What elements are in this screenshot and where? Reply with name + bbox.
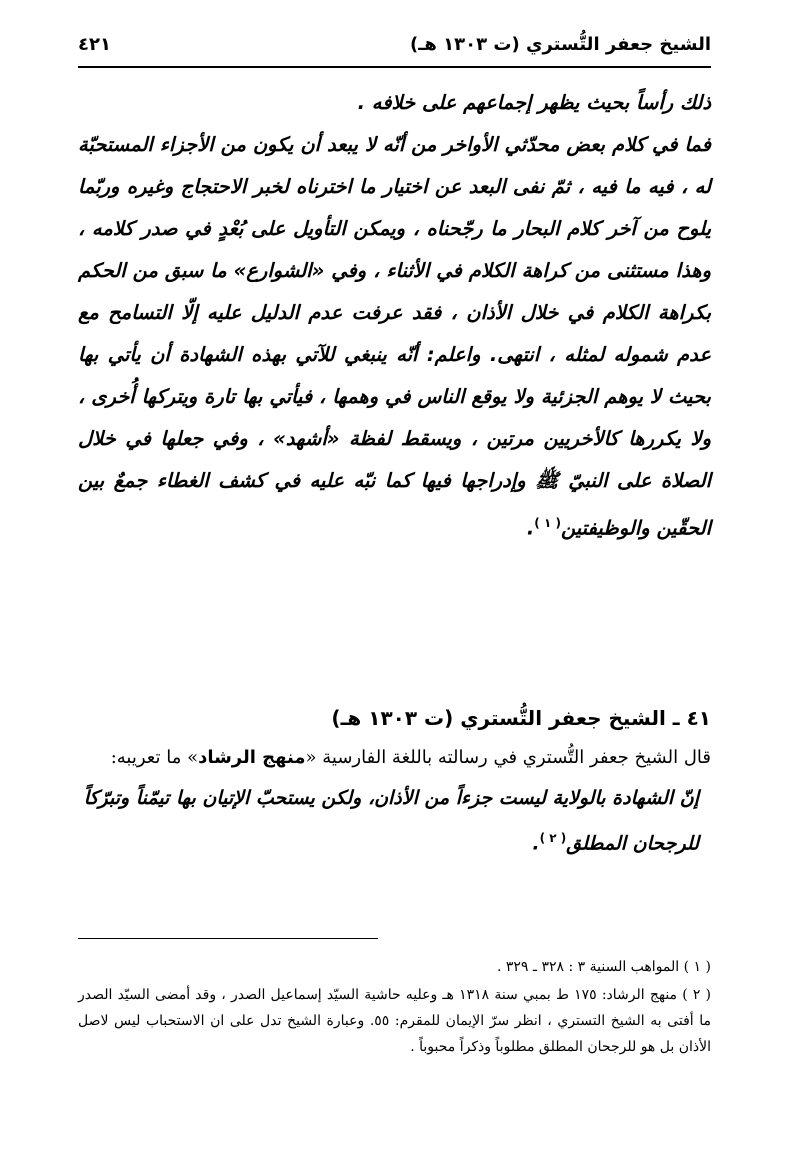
footnote-divider <box>78 938 378 939</box>
footnote-ref-1: ( ١ ) <box>534 516 561 530</box>
quote-body: إنّ الشهادة بالولاية ليست جزءاً من الأذان، ولكن يستحبّ الإتيان بها تيمّناً وتبرّكاً للرجحان المطلق <box>83 787 699 855</box>
quoted-text <box>78 778 711 863</box>
section-intro <box>78 738 711 778</box>
intro-text-after: » ما تعريبه: <box>110 747 199 768</box>
paragraph <box>78 124 711 550</box>
section-tustari <box>78 698 711 863</box>
footnote-ref-2: ( ٢ ) <box>539 831 567 845</box>
quote-end: . <box>532 832 540 855</box>
book-page <box>78 30 711 1140</box>
footnote-1: ( ١ ) المواهب السنية ٣ : ٣٢٨ ـ ٣٢٩ . <box>496 959 711 975</box>
main-text <box>78 82 711 550</box>
paragraph-continuation: ذلك رأساً بحيث يظهر إجماعهم على خلافه . <box>357 91 711 114</box>
paragraph-text: فما في كلام بعض محدّثي الأواخر من أنّه لا يبعد أن يكون من الأجزاء المستحبّة له ، فيه ما فيه ، ثمّ نفى البعد عن اختيار ما اخترناه لخبر الاحتجاج وغيره وربّما يلوح من آخر كلام البحار ما رجّحناه ، ويمكن التأويل على بُعْدٍ في صدر كلامه ، وهذا مستثنى من كراهة الكلام في الأثناء ، وفي «الشوارع» ما سبق من الحكم بكراهة الكلام في خلال الأذان ، فقد عرفت عدم الدليل عليه إلّا التسامح مع عدم شموله لمثله ، انتهى. واعلم: أنّه ينبغي للآتي بهذه الشهادة أن يأتي بها بحيث لا يوهم الجزئية ولا يوقع الناس في وهمها ، فيأتي بها تارة ويتركها أُخرى ، ولا يكررها كالأخريين مرتين ، ويسقط لفظة «أشهد» ، وفي جعلها في خلال الصلاة على النبيّ ﷺ وإدراجها فيها كما نبّه عليه في كشف الغطاء جمعٌ بين الحقّين والوظيفتين <box>78 133 711 540</box>
footnote-2: ( ٢ ) منهج الرشاد: ١٧٥ ط بمبي سنة ١٣١٨ هـ وعليه حاشية السيّد إسماعيل الصدر ، وقد أمضى السيّد الصدر ما أفتى به الشيخ التستري ، انظر سرّ الإيمان للمقرم: ٥٥. وعبارة الشيخ تدل على ان الاستحباب ليس لاصل الأذان بل هو للرجحان المطلق مطلوباً وذكراً محبوباً . <box>78 987 712 1055</box>
running-header-title: الشيخ جعفر التُّستري (ت ١٣٠٣ هـ) <box>410 34 711 55</box>
section-heading: ٤١ ـ الشيخ جعفر التُّستري (ت ١٣٠٣ هـ) <box>331 706 711 730</box>
paragraph-end: . <box>526 516 535 540</box>
footnotes <box>78 954 711 1062</box>
intro-text-before: قال الشيخ جعفر التُّستري في رسالته باللغة الفارسية « <box>305 747 711 768</box>
page-number: ٤٢١ <box>78 34 111 55</box>
running-header <box>78 30 711 68</box>
book-title: منهج الرشاد <box>198 747 306 768</box>
